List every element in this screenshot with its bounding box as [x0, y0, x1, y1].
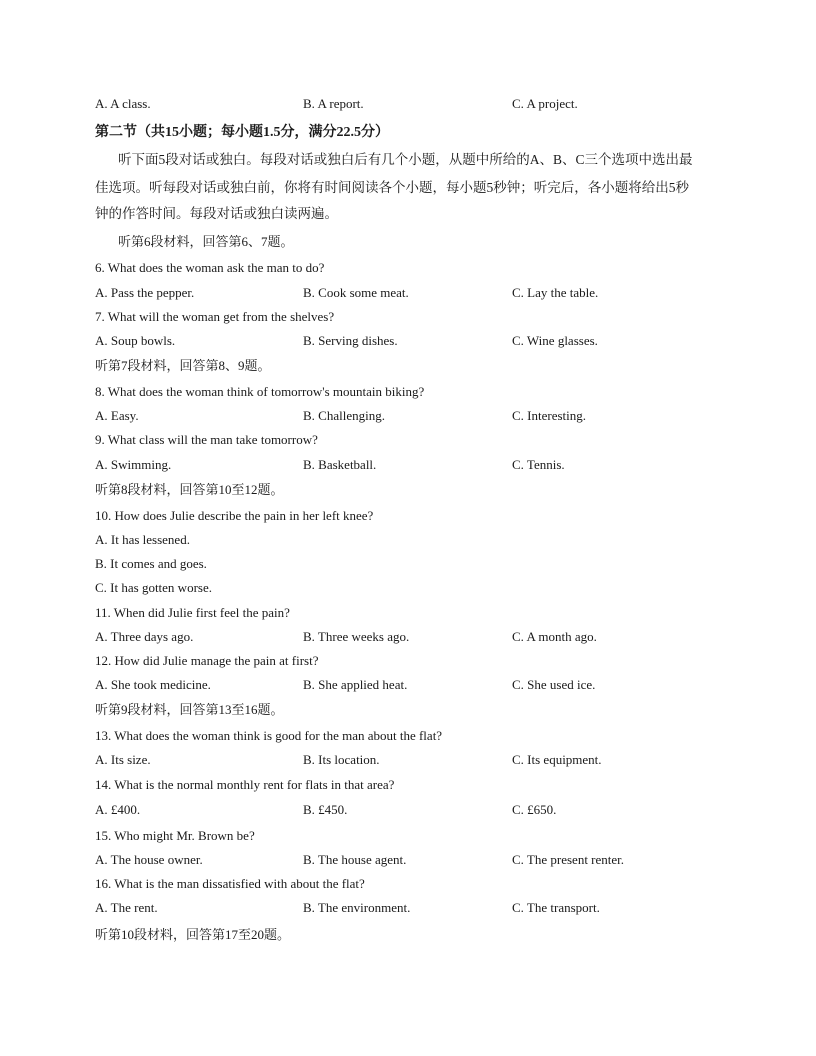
q6-option-b: B. Cook some meat. — [303, 285, 409, 300]
q7-option-a: A. Soup bowls. — [95, 333, 176, 348]
q8-option-c: C. Interesting. — [512, 408, 587, 423]
q15-option-b: B. The house agent. — [303, 852, 407, 867]
section-title: 第二节（共15小题；每小题1.5分，满分22.5分） — [95, 125, 389, 140]
q11-option-a: A. Three days ago. — [95, 629, 194, 644]
q16-option-c: C. The transport. — [512, 900, 600, 915]
q11-option-c: C. A month ago. — [512, 629, 597, 644]
question-16: 16. What is the man dissatisfied with about the flat? — [95, 876, 365, 891]
material-heading-7: 听第7段材料，回答第8、9题。 — [95, 358, 271, 373]
question-12: 12. How did Julie manage the pain at first? — [95, 653, 319, 668]
question-10: 10. How does Julie describe the pain in her left knee? — [95, 508, 374, 523]
prev-option-b: B. A report. — [303, 96, 364, 111]
question-8: 8. What does the woman think of tomorrow's mountain biking? — [95, 384, 425, 399]
q11-option-b: B. Three weeks ago. — [303, 629, 410, 644]
material-heading-6: 听第6段材料，回答第6、7题。 — [118, 234, 294, 249]
question-13: 13. What does the woman think is good for the man about the flat? — [95, 728, 443, 743]
q7-option-b: B. Serving dishes. — [303, 333, 398, 348]
q16-option-b: B. The environment. — [303, 900, 411, 915]
q12-option-b: B. She applied heat. — [303, 677, 408, 692]
q10-option-a: A. It has lessened. — [95, 532, 190, 547]
q10-option-c: C. It has gotten worse. — [95, 580, 212, 595]
q6-option-a: A. Pass the pepper. — [95, 285, 195, 300]
question-7: 7. What will the woman get from the shelves? — [95, 309, 335, 324]
q14-option-a: A. £400. — [95, 802, 141, 817]
q16-option-a: A. The rent. — [95, 900, 158, 915]
q13-option-a: A. Its size. — [95, 752, 151, 767]
material-heading-9: 听第9段材料，回答第13至16题。 — [95, 702, 284, 717]
question-15: 15. Who might Mr. Brown be? — [95, 828, 255, 843]
q15-option-a: A. The house owner. — [95, 852, 203, 867]
instruction-line-2: 佳选项。听每段对话或独白前，你将有时间阅读各个小题，每小题5秒钟；听完后，各小题将给出5秒 — [95, 180, 689, 195]
q7-option-c: C. Wine glasses. — [512, 333, 598, 348]
q12-option-c: C. She used ice. — [512, 677, 596, 692]
q9-option-b: B. Basketball. — [303, 457, 377, 472]
material-heading-10: 听第10段材料，回答第17至20题。 — [95, 927, 291, 942]
q13-option-c: C. Its equipment. — [512, 752, 602, 767]
instruction-line-3: 钟的作答时间。每段对话或独白读两遍。 — [95, 206, 338, 221]
q14-option-c: C. £650. — [512, 802, 557, 817]
q10-option-b: B. It comes and goes. — [95, 556, 207, 571]
q6-option-c: C. Lay the table. — [512, 285, 599, 300]
question-6: 6. What does the woman ask the man to do? — [95, 260, 325, 275]
q9-option-a: A. Swimming. — [95, 457, 172, 472]
question-9: 9. What class will the man take tomorrow? — [95, 432, 318, 447]
q8-option-b: B. Challenging. — [303, 408, 385, 423]
q14-option-b: B. £450. — [303, 802, 348, 817]
prev-option-a: A. A class. — [95, 96, 151, 111]
q12-option-a: A. She took medicine. — [95, 677, 211, 692]
question-11: 11. When did Julie first feel the pain? — [95, 605, 290, 620]
question-14: 14. What is the normal monthly rent for flats in that area? — [95, 777, 395, 792]
q9-option-c: C. Tennis. — [512, 457, 565, 472]
q13-option-b: B. Its location. — [303, 752, 380, 767]
q8-option-a: A. Easy. — [95, 408, 139, 423]
material-heading-8: 听第8段材料，回答第10至12题。 — [95, 482, 284, 497]
q15-option-c: C. The present renter. — [512, 852, 625, 867]
prev-option-c: C. A project. — [512, 96, 578, 111]
instruction-line-1: 听下面5段对话或独白。每段对话或独白后有几个小题，从题中所给的A、B、C三个选项中选出最 — [118, 152, 693, 167]
